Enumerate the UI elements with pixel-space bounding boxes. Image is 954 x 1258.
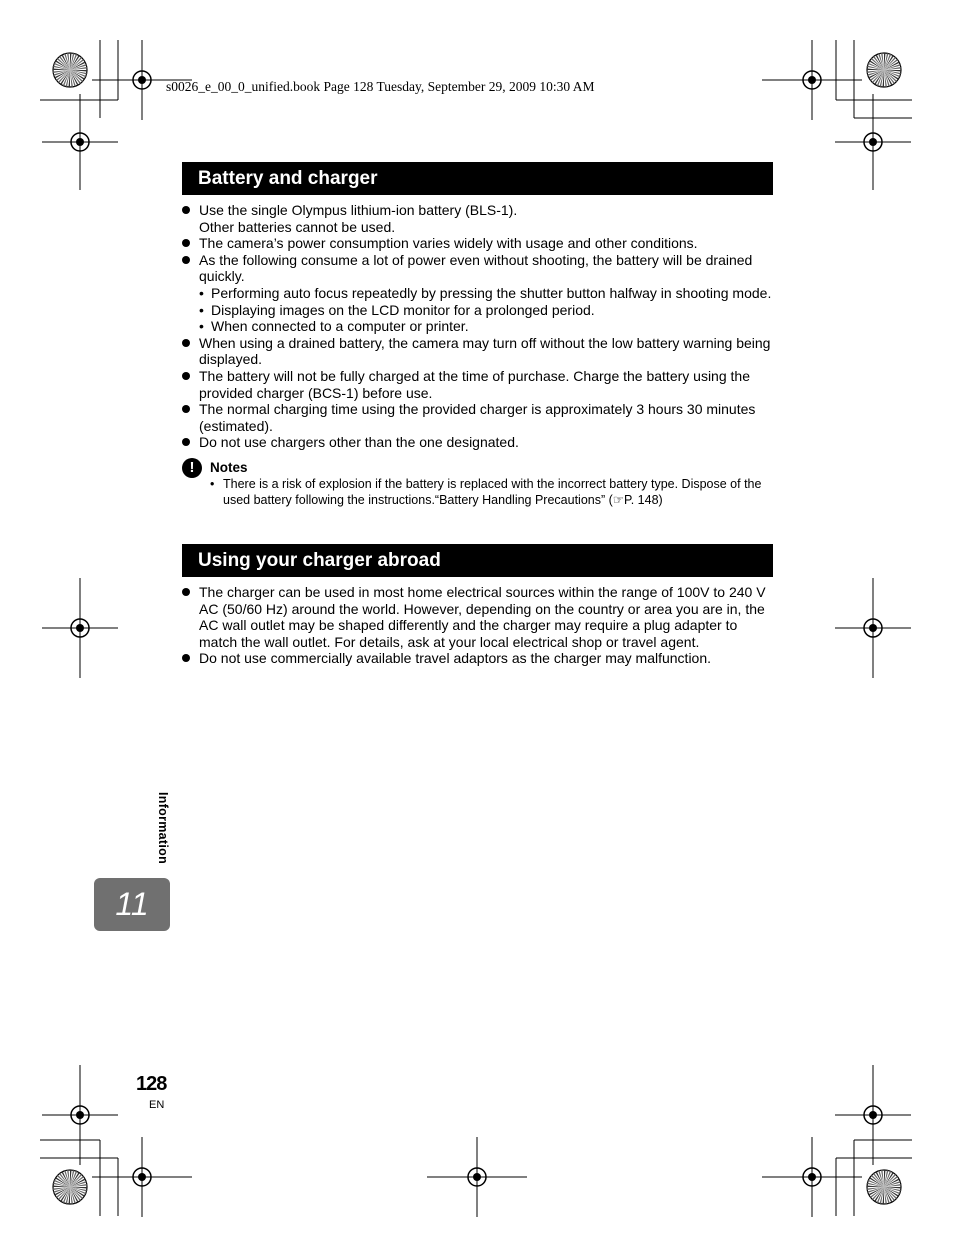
sub-item: • When connected to a computer or printer. [199, 318, 782, 335]
sub-list [199, 285, 782, 335]
registration-mark-icon [427, 1137, 527, 1217]
battery-bullet-list [182, 202, 782, 451]
list-item [182, 650, 774, 667]
list-item [182, 434, 782, 451]
list-item [182, 202, 782, 235]
item-text: Do not use chargers other than the one designated. [199, 434, 519, 451]
item-text: The battery will not be fully charged at the time of purchase. Charge the battery using the provided charger (BCS-1) before use. [199, 367, 750, 401]
item-text: The charger can be used in most home electrical sources within the range of 100V to 240 V AC (50/60 Hz) around the world. However, depending on the country or area you are in, the AC wall outlet may be shaped differently and the charger may require a plug adapter to match the wall outlet. For details, ask at your local electrical shop or travel agent. [199, 584, 766, 650]
list-item [182, 368, 782, 401]
section-title-abroad: Using your charger abroad [182, 544, 773, 577]
list-item [182, 252, 782, 335]
color-wheel-icon [53, 53, 87, 87]
print-header: s0026_e_00_0_unified.book Page 128 Tuesday, September 29, 2009 10:30 AM [166, 79, 595, 94]
registration-mark-icon [762, 1137, 862, 1217]
registration-mark-icon [42, 1065, 118, 1165]
sub-item: • Displaying images on the LCD monitor for a prolonged period. [199, 302, 782, 319]
registration-mark-icon [762, 40, 862, 120]
section-title-battery: Battery and charger [182, 162, 773, 195]
color-wheel-icon [867, 1170, 901, 1204]
page-language: EN [149, 1099, 165, 1111]
list-item [182, 335, 782, 368]
page-number: 128 [136, 1073, 167, 1095]
chapter-label: Information [156, 792, 170, 865]
pointing-hand-icon: ☞ [612, 492, 624, 507]
registration-mark-icon [835, 94, 911, 190]
item-text: The normal charging time using the provided charger is approximately 3 hours 30 minutes (estimated). [199, 401, 756, 434]
color-wheel-icon [867, 53, 901, 87]
item-text: Use the single Olympus lithium-ion battery (BLS-1). [199, 202, 518, 218]
notes-title: Notes [210, 460, 248, 475]
registration-mark-icon [42, 94, 118, 190]
abroad-bullet-list [182, 584, 774, 667]
registration-mark-icon [92, 1137, 192, 1217]
sub-item: • Performing auto focus repeatedly by pressing the shutter button halfway in shooting mode. [199, 285, 782, 302]
list-item [182, 235, 782, 252]
list-item [182, 401, 782, 434]
item-text: Do not use commercially available travel adaptors as the charger may malfunction. [199, 650, 712, 667]
registration-mark-icon [42, 578, 118, 678]
color-wheel-icon [53, 1170, 87, 1204]
registration-mark-icon [835, 578, 911, 678]
item-text: Other batteries cannot be used. [199, 218, 396, 235]
notes-body [210, 477, 778, 508]
item-text: The camera’s power consumption varies widely with usage and other conditions. [199, 235, 698, 252]
exclamation-circle-icon: ! [182, 458, 202, 478]
list-item [182, 584, 774, 650]
registration-mark-icon [835, 1065, 911, 1165]
notes-ref: P. 148) [624, 492, 663, 507]
item-text: When using a drained battery, the camera may turn off without the low battery warning being displayed. [199, 334, 771, 368]
notes-item [210, 477, 778, 508]
notes-text: There is a risk of explosion if the battery is replaced with the incorrect battery type. Dispose of the used battery following the instructions.“Battery Handling Precautions” ( [223, 477, 762, 507]
item-text: As the following consume a lot of power even without shooting, the battery will be drained quickly. [199, 251, 753, 285]
chapter-tab: 11 [94, 878, 170, 931]
